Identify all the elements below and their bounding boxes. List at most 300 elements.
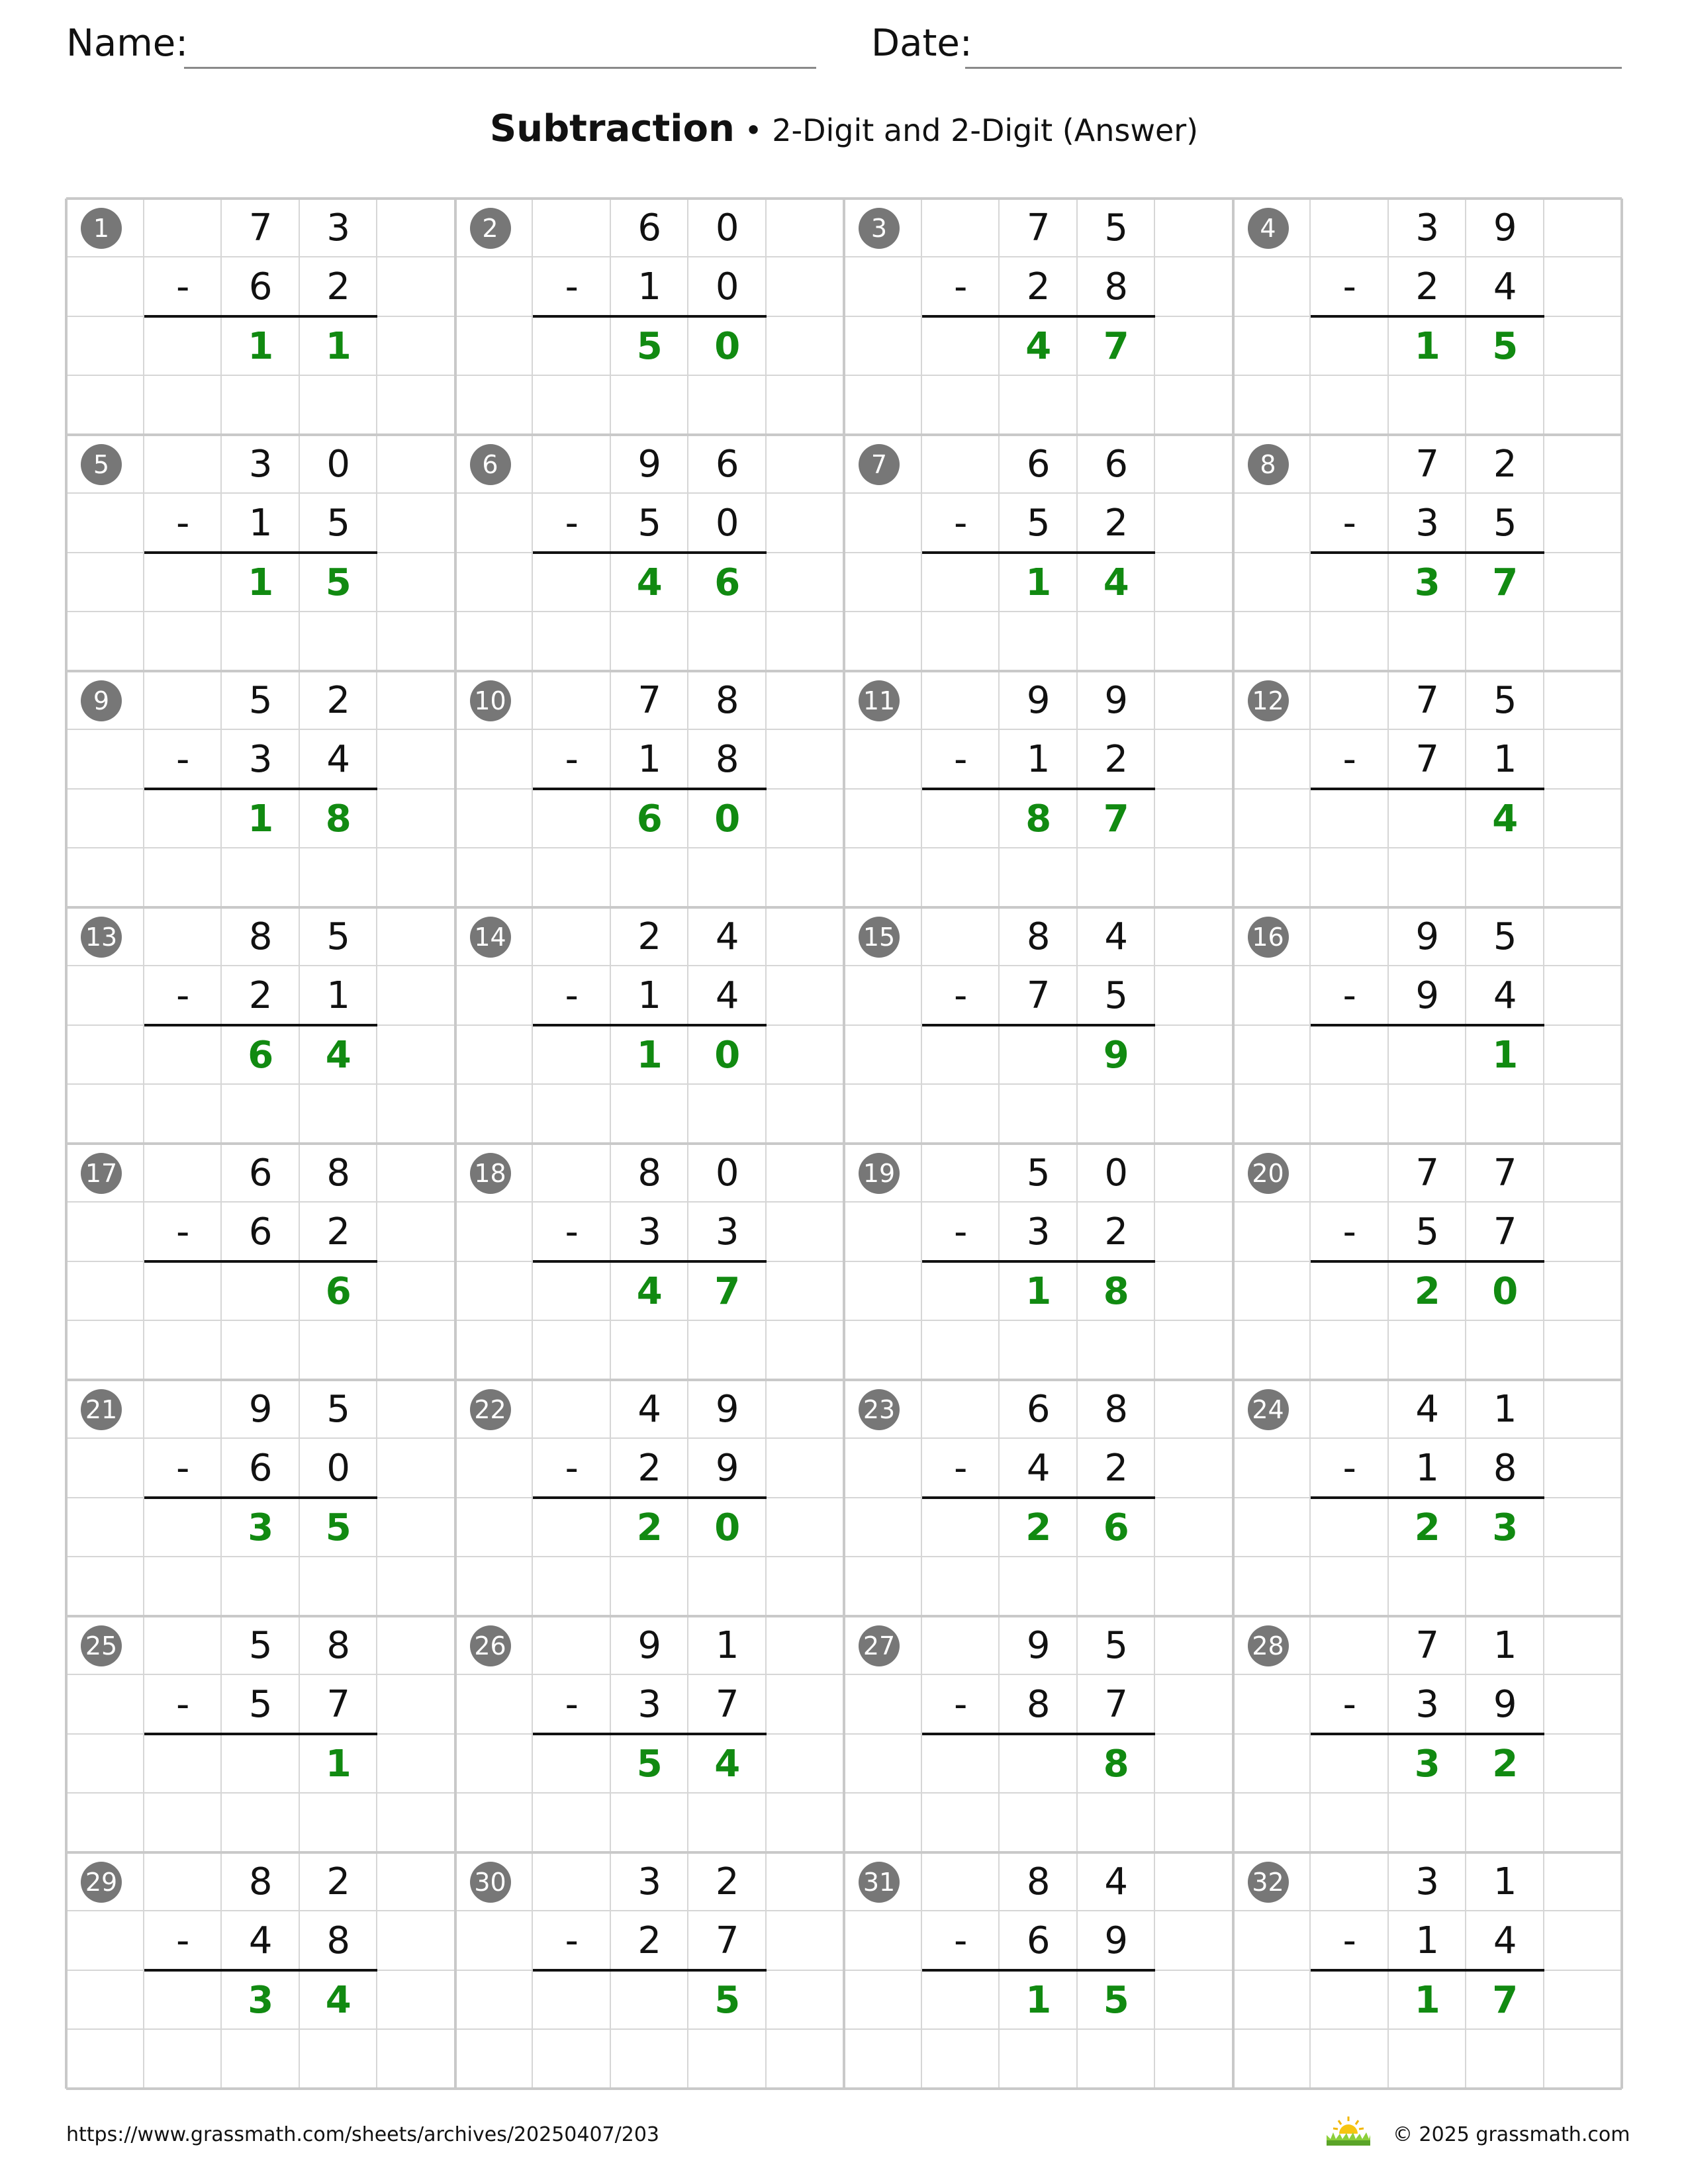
grid-cell — [300, 1321, 378, 1380]
grid-cell — [767, 1498, 845, 1557]
grid-cell — [533, 1616, 611, 1675]
problem-number-badge: 19 — [859, 1153, 900, 1194]
footer-url[interactable]: https://www.grassmath.com/sheets/archives/20250407/203 — [66, 2123, 660, 2146]
grid-cell — [611, 1971, 689, 2030]
problem-32 — [1233, 1852, 1622, 2089]
answer-digit[interactable]: 5 — [636, 1742, 663, 1786]
grid-cell — [611, 2030, 689, 2089]
grid-cell — [144, 612, 222, 671]
problem-18 — [455, 1144, 845, 1380]
subtrahend-digit: 2 — [326, 265, 351, 309]
grid-cell — [377, 257, 455, 316]
minuend-digit: 8 — [248, 915, 273, 958]
minuend-digit: 6 — [1026, 1388, 1051, 1431]
grid-cell — [688, 612, 767, 671]
answer-digit[interactable]: 6 — [248, 1033, 274, 1077]
grid-cell — [1078, 612, 1156, 671]
answer-digit[interactable]: 3 — [1414, 1742, 1440, 1786]
grid-cell — [1233, 1675, 1311, 1734]
problem-divider-horizontal — [66, 433, 1622, 436]
grid-cell — [767, 790, 845, 848]
minuend-digit: 1 — [715, 1624, 739, 1667]
minuend-digit: 9 — [1104, 679, 1129, 722]
subtrahend-digit: 8 — [715, 738, 739, 782]
grid-cell — [533, 1262, 611, 1321]
subtrahend-digit: 9 — [715, 1447, 739, 1490]
answer-digit[interactable]: 5 — [325, 1506, 352, 1549]
subtrahend-digit: 7 — [326, 1683, 351, 1727]
problem-8 — [1233, 435, 1622, 671]
grid-cell — [1155, 1321, 1233, 1380]
grid-cell — [455, 317, 534, 376]
answer-digit[interactable]: 6 — [714, 561, 741, 604]
grid-cell — [1544, 1380, 1622, 1439]
minuend-digit: 9 — [637, 1624, 662, 1667]
grid-cell — [1311, 435, 1389, 494]
grid-cell — [222, 1557, 300, 1616]
minuend-digit: 7 — [1415, 443, 1440, 486]
problem-10 — [455, 671, 845, 907]
grid-cell — [1544, 1794, 1622, 1852]
problem-3 — [844, 199, 1233, 435]
grid-cell — [767, 2030, 845, 2089]
grid-cell — [767, 1026, 845, 1085]
grid-cell — [533, 790, 611, 848]
grid-cell — [377, 553, 455, 612]
grid-cell — [767, 1144, 845, 1203]
problem-number-badge: 1 — [81, 208, 122, 249]
grid-cell — [1466, 848, 1544, 907]
minuend-digit: 7 — [1493, 1152, 1517, 1195]
grid-cell — [1155, 671, 1233, 730]
answer-rule — [144, 1969, 378, 1972]
grid-cell — [1233, 730, 1311, 789]
subtrahend-digit: 5 — [1493, 502, 1517, 545]
answer-digit[interactable]: 0 — [714, 1033, 741, 1077]
grid-cell — [1155, 257, 1233, 316]
minuend-digit: 7 — [637, 679, 662, 722]
answer-digit[interactable]: 8 — [1103, 1269, 1129, 1313]
grid-cell — [844, 1794, 922, 1852]
grid-cell — [377, 1026, 455, 1085]
answer-digit[interactable]: 2 — [636, 1506, 663, 1549]
answer-digit[interactable]: 6 — [325, 1269, 352, 1313]
grid-cell — [1155, 612, 1233, 671]
answer-rule — [922, 1733, 1156, 1735]
grid-cell — [1155, 317, 1233, 376]
grid-cell — [1233, 2030, 1311, 2089]
answer-digit[interactable]: 2 — [1414, 1269, 1440, 1313]
grid-cell — [455, 1557, 534, 1616]
grid-cell — [1544, 1439, 1622, 1498]
answer-rule — [922, 788, 1156, 790]
grid-cell — [455, 730, 534, 789]
answer-digit[interactable]: 7 — [1492, 1978, 1519, 2022]
grid-cell — [1544, 494, 1622, 553]
grid-cell — [455, 553, 534, 612]
minuend-digit: 8 — [1026, 1860, 1051, 1903]
grid-cell — [377, 1498, 455, 1557]
subtrahend-digit: 1 — [248, 502, 273, 545]
minus-sign: - — [954, 502, 968, 545]
answer-digit[interactable]: 3 — [248, 1506, 274, 1549]
problem-number-badge: 6 — [470, 444, 511, 485]
answer-digit[interactable]: 1 — [1492, 1033, 1519, 1077]
grid-cell — [1544, 1616, 1622, 1675]
grid-cell — [1233, 257, 1311, 316]
grid-cell — [922, 553, 1000, 612]
answer-digit[interactable]: 7 — [1103, 324, 1129, 368]
minus-sign: - — [565, 265, 579, 309]
grid-cell — [1544, 848, 1622, 907]
grid-cell — [377, 1675, 455, 1734]
grid-cell — [1000, 1321, 1078, 1380]
grid-cell — [844, 1735, 922, 1794]
grid-cell — [922, 1321, 1000, 1380]
grid-cell — [611, 612, 689, 671]
problem-31 — [844, 1852, 1233, 2089]
grid-cell — [1078, 1794, 1156, 1852]
answer-digit[interactable]: 1 — [1025, 561, 1052, 604]
grid-cell — [455, 1971, 534, 2030]
answer-digit[interactable]: 5 — [325, 561, 352, 604]
problem-26 — [455, 1616, 845, 1852]
problem-number-badge: 29 — [81, 1862, 122, 1903]
answer-rule — [922, 1969, 1156, 1972]
grid-cell — [1155, 435, 1233, 494]
grid-cell — [1311, 1262, 1389, 1321]
grid-cell — [767, 848, 845, 907]
answer-digit[interactable]: 4 — [1492, 797, 1519, 841]
grid-cell — [1233, 1026, 1311, 1085]
answer-digit[interactable]: 4 — [714, 1742, 741, 1786]
answer-digit[interactable]: 7 — [1492, 561, 1519, 604]
answer-rule — [922, 551, 1156, 554]
answer-digit[interactable]: 4 — [325, 1978, 352, 2022]
answer-digit[interactable]: 1 — [325, 1742, 352, 1786]
grid-cell — [455, 1085, 534, 1144]
problem-25 — [66, 1616, 455, 1852]
grid-cell — [1389, 1794, 1467, 1852]
grid-cell — [66, 1735, 144, 1794]
grid-cell — [455, 1439, 534, 1498]
grid-cell — [455, 1026, 534, 1085]
grid-cell — [844, 1203, 922, 1261]
grid-cell — [144, 1971, 222, 2030]
answer-rule — [144, 1733, 378, 1735]
grid-cell — [1544, 1911, 1622, 1970]
grid-cell — [844, 848, 922, 907]
grid-cell — [1544, 1971, 1622, 2030]
answer-digit[interactable]: 0 — [714, 324, 741, 368]
grid-cell — [144, 1321, 222, 1380]
answer-digit[interactable]: 4 — [1103, 561, 1129, 604]
grid-cell — [144, 1498, 222, 1557]
subtrahend-digit: 2 — [326, 1210, 351, 1254]
answer-digit[interactable]: 7 — [1103, 797, 1129, 841]
answer-digit[interactable]: 4 — [636, 1269, 663, 1313]
problem-number-badge: 2 — [470, 208, 511, 249]
answer-digit[interactable]: 1 — [248, 324, 274, 368]
grid-cell — [144, 1380, 222, 1439]
minus-sign: - — [565, 1447, 579, 1490]
answer-digit[interactable]: 1 — [636, 1033, 663, 1077]
grid-cell — [922, 2030, 1000, 2089]
grid-cell — [767, 1203, 845, 1261]
minuend-digit: 3 — [248, 443, 273, 486]
grid-cell — [1233, 790, 1311, 848]
date-label: Date: — [871, 22, 972, 65]
answer-digit[interactable]: 7 — [714, 1269, 741, 1313]
grid-cell — [455, 1498, 534, 1557]
grid-cell — [844, 1971, 922, 2030]
grid-cell — [922, 1971, 1000, 2030]
problem-number-badge: 31 — [859, 1862, 900, 1903]
answer-digit[interactable]: 1 — [1025, 1269, 1052, 1313]
minuend-digit: 4 — [637, 1388, 662, 1431]
answer-digit[interactable]: 8 — [1025, 797, 1052, 841]
grid-cell — [1155, 1911, 1233, 1970]
answer-digit[interactable]: 4 — [1025, 324, 1052, 368]
answer-digit[interactable]: 1 — [1414, 1978, 1440, 2022]
minuend-digit: 9 — [1415, 915, 1440, 958]
answer-digit[interactable]: 5 — [1492, 324, 1519, 368]
minuend-digit: 9 — [1026, 1624, 1051, 1667]
grid-cell — [1311, 2030, 1389, 2089]
grid-cell — [66, 1262, 144, 1321]
grid-cell — [377, 2030, 455, 2089]
grid-cell — [688, 376, 767, 435]
answer-digit[interactable]: 2 — [1414, 1506, 1440, 1549]
problem-21 — [66, 1380, 455, 1616]
answer-rule — [1311, 1969, 1544, 1972]
grid-cell — [377, 966, 455, 1025]
grid-cell — [1233, 1794, 1311, 1852]
grid-cell — [1466, 1557, 1544, 1616]
answer-digit[interactable]: 3 — [248, 1978, 274, 2022]
grid-cell — [1155, 907, 1233, 966]
subtrahend-digit: 2 — [1104, 502, 1129, 545]
answer-digit[interactable]: 0 — [714, 797, 741, 841]
problem-number-badge: 18 — [470, 1153, 511, 1194]
answer-digit[interactable]: 4 — [636, 561, 663, 604]
grid-cell — [300, 612, 378, 671]
grid-cell — [1155, 1262, 1233, 1321]
grid-cell — [377, 1144, 455, 1203]
grid-cell — [377, 1439, 455, 1498]
minuend-digit: 8 — [637, 1152, 662, 1195]
minuend-digit: 2 — [1493, 443, 1517, 486]
grid-cell — [844, 1439, 922, 1498]
answer-digit[interactable]: 5 — [636, 324, 663, 368]
page-title — [0, 107, 1688, 150]
answer-digit[interactable]: 8 — [325, 797, 352, 841]
subtrahend-digit: 5 — [1415, 1210, 1440, 1254]
grid-cell — [922, 1026, 1000, 1085]
grid-cell — [1000, 1735, 1078, 1794]
grid-cell — [1155, 1498, 1233, 1557]
problem-number-badge: 4 — [1248, 208, 1289, 249]
grid-cell — [844, 2030, 922, 2089]
grid-cell — [1466, 1321, 1544, 1380]
subtrahend-digit: 3 — [1415, 502, 1440, 545]
date-line[interactable] — [965, 67, 1622, 69]
grid-cell — [767, 1971, 845, 2030]
grid-cell — [1078, 1321, 1156, 1380]
grid-cell — [844, 553, 922, 612]
answer-rule — [144, 788, 378, 790]
grid-cell — [767, 671, 845, 730]
problem-29 — [66, 1852, 455, 2089]
grid-cell — [533, 612, 611, 671]
subtrahend-digit: 4 — [248, 1919, 273, 1963]
grid-cell — [767, 730, 845, 789]
grid-cell — [66, 553, 144, 612]
grid-cell — [1311, 1794, 1389, 1852]
problem-2 — [455, 199, 845, 435]
answer-digit[interactable]: 5 — [1103, 1978, 1129, 2022]
grid-cell — [300, 848, 378, 907]
minus-sign: - — [954, 1683, 968, 1727]
subtrahend-digit: 6 — [248, 1210, 273, 1254]
grid-cell — [1544, 435, 1622, 494]
subtrahend-digit: 2 — [1104, 1210, 1129, 1254]
minuend-digit: 0 — [715, 1152, 739, 1195]
minus-sign: - — [1342, 974, 1356, 1018]
minuend-digit: 9 — [637, 443, 662, 486]
grid-cell — [377, 1321, 455, 1380]
grid-cell — [922, 1557, 1000, 1616]
answer-digit[interactable]: 1 — [248, 561, 274, 604]
grid-cell — [1311, 1085, 1389, 1144]
answer-rule — [533, 1260, 767, 1263]
answer-digit[interactable]: 6 — [1103, 1506, 1129, 1549]
minuend-digit: 5 — [1493, 679, 1517, 722]
grid-cell — [533, 848, 611, 907]
grid-cell — [1311, 553, 1389, 612]
minuend-digit: 5 — [326, 915, 351, 958]
grid-cell — [533, 1144, 611, 1203]
problem-number-badge: 32 — [1248, 1862, 1289, 1903]
problem-number-badge: 10 — [470, 680, 511, 721]
problem-23 — [844, 1380, 1233, 1616]
grid-cell — [922, 1616, 1000, 1675]
grid-cell — [222, 848, 300, 907]
grid-cell — [377, 199, 455, 257]
minuend-digit: 4 — [1415, 1388, 1440, 1431]
minus-sign: - — [1342, 1210, 1356, 1254]
grid-cell — [1155, 1085, 1233, 1144]
grid-cell — [922, 790, 1000, 848]
grid-cell — [377, 317, 455, 376]
grid-cell — [1155, 1026, 1233, 1085]
grid-cell — [1233, 317, 1311, 376]
grid-cell — [1311, 1321, 1389, 1380]
minuend-digit: 0 — [326, 443, 351, 486]
answer-digit[interactable]: 1 — [325, 324, 352, 368]
grid-cell — [767, 1557, 845, 1616]
grid-cell — [1000, 1085, 1078, 1144]
answer-digit[interactable]: 6 — [636, 797, 663, 841]
grid-cell — [66, 1675, 144, 1734]
grid-cell — [1233, 1203, 1311, 1261]
problem-divider-horizontal — [66, 1379, 1622, 1381]
grid-cell — [611, 376, 689, 435]
answer-digit[interactable]: 1 — [1025, 1978, 1052, 2022]
grid-cell — [1155, 1144, 1233, 1203]
grid-cell — [1544, 612, 1622, 671]
grid-cell — [844, 966, 922, 1025]
grid-cell — [455, 494, 534, 553]
grid-cell — [767, 1735, 845, 1794]
grid-cell — [1466, 612, 1544, 671]
answer-digit[interactable]: 5 — [714, 1978, 741, 2022]
minus-sign: - — [176, 1919, 190, 1963]
grid-cell — [300, 1557, 378, 1616]
grid-cell — [1311, 1616, 1389, 1675]
problem-number-badge: 22 — [470, 1389, 511, 1430]
name-line[interactable] — [184, 67, 816, 69]
answer-rule — [533, 551, 767, 554]
grid-cell — [144, 317, 222, 376]
grid-cell — [1544, 1026, 1622, 1085]
answer-digit[interactable]: 4 — [325, 1033, 352, 1077]
grid-cell — [144, 1262, 222, 1321]
grid-cell — [144, 1026, 222, 1085]
grid-cell — [1155, 1735, 1233, 1794]
subtrahend-digit: 6 — [1026, 1919, 1051, 1963]
subtrahend-digit: 1 — [1493, 738, 1517, 782]
grid-cell — [1000, 1557, 1078, 1616]
subtrahend-digit: 3 — [715, 1210, 739, 1254]
grid-cell — [533, 1557, 611, 1616]
problem-number-badge: 5 — [81, 444, 122, 485]
minuend-digit: 1 — [1493, 1860, 1517, 1903]
grid-cell — [1000, 2030, 1078, 2089]
grid-cell — [455, 790, 534, 848]
problem-number-badge: 15 — [859, 917, 900, 958]
answer-digit[interactable]: 1 — [1414, 324, 1440, 368]
answer-digit[interactable]: 3 — [1414, 561, 1440, 604]
grid-cell — [844, 790, 922, 848]
grid-cell — [1544, 257, 1622, 316]
grid-cell — [66, 1026, 144, 1085]
minuend-digit: 0 — [715, 206, 739, 250]
grid-cell — [455, 1911, 534, 1970]
problem-number-badge: 17 — [81, 1153, 122, 1194]
grid-cell — [377, 1203, 455, 1261]
grid-cell — [922, 1498, 1000, 1557]
grid-cell — [377, 1380, 455, 1439]
minuend-digit: 9 — [1026, 679, 1051, 722]
answer-digit[interactable]: 9 — [1103, 1033, 1129, 1077]
minuend-digit: 8 — [248, 1860, 273, 1903]
answer-digit[interactable]: 3 — [1492, 1506, 1519, 1549]
grid-cell — [455, 1794, 534, 1852]
grid-cell — [922, 1852, 1000, 1911]
grid-cell — [1389, 1557, 1467, 1616]
answer-digit[interactable]: 8 — [1103, 1742, 1129, 1786]
answer-digit[interactable]: 0 — [1492, 1269, 1519, 1313]
minus-sign: - — [565, 1683, 579, 1727]
answer-digit[interactable]: 0 — [714, 1506, 741, 1549]
answer-digit[interactable]: 2 — [1492, 1742, 1519, 1786]
answer-digit[interactable]: 1 — [248, 797, 274, 841]
answer-rule — [1311, 315, 1544, 318]
grid-cell — [66, 790, 144, 848]
answer-digit[interactable]: 2 — [1025, 1506, 1052, 1549]
minus-sign: - — [1342, 1447, 1356, 1490]
